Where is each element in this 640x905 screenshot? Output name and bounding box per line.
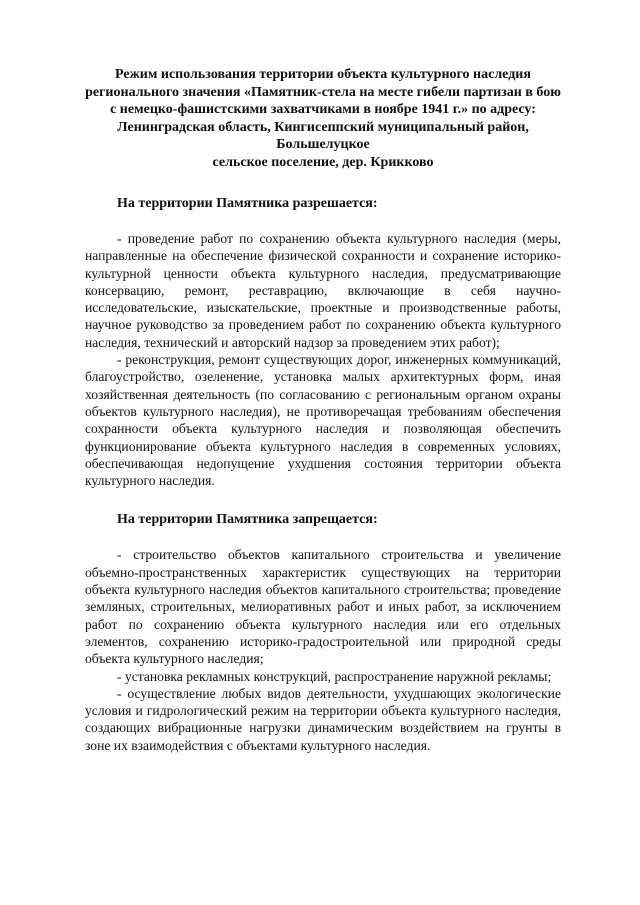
forbidden-section	[85, 511, 561, 754]
forbidden-item: - строительство объектов капитального строительства и увеличение объемно-пространственных характеристик существующих на территории объекта культурного наследия объектов капитального строительства; проведение земляных, строительных, мелиоративных работ и иных работ, за исключением работ по сохранению объекта культурного наследия или его отдельных элементов, сохранению историко-градостроительной или природной среды объекта культурного наследия;	[85, 547, 561, 667]
allowed-item: - проведение работ по сохранению объекта культурного наследия (меры, направленные на обеспечение физической сохранности и сохранение историко-культурной ценности объекта культурного наследия, предусматривающие консервацию, ремонт, реставрацию, включающие в себя научно-исследовательские, изыскательские, проектные и производственные работы, научное руководство за проведением работ по сохранению объекта культурного наследия, технический и авторский надзор за проведением этих работ);	[85, 231, 561, 350]
allowed-item: - реконструкция, ремонт существующих дорог, инженерных коммуникаций, благоустройство, озеленение, установка малых архитектурных форм, иная хозяйственная деятельность (по согласованию с региональным органом охраны объектов культурного наследия), не противоречащая требованиям обеспечения сохранности объекта культурного наследия и позволяющая обеспечить функционирование объекта культурного наследия в современных условиях, обеспечивающая недопущение ухудшения состояния территории объекта культурного наследия.	[85, 352, 561, 489]
allowed-section	[85, 195, 561, 489]
document-title	[85, 66, 561, 171]
allowed-heading: На территории Памятника разрешается:	[117, 196, 378, 211]
title-line: регионального значения «Памятник-стела на месте гибели партизан в бою	[85, 84, 561, 100]
title-line: Ленинградская область, Кингисеппский муниципальный район, Большелуцкое	[117, 119, 529, 152]
forbidden-item: - установка рекламных конструкций, распространение наружной рекламы;	[117, 668, 552, 684]
title-line: с немецко-фашистскими захватчиками в ноябре 1941 г.» по адресу:	[110, 102, 536, 117]
forbidden-item: - осуществление любых видов деятельности, ухудшающих экологические условия и гидрологический режим на территории объекта культурного наследия, создающих вибрационные нагрузки динамическим воздействием на грунты в зоне их взаимодействия с объектами культурного наследия.	[85, 685, 561, 753]
forbidden-heading: На территории Памятника запрещается:	[117, 512, 378, 528]
title-line: сельское поселение, дер. Крикково	[212, 154, 434, 170]
title-line: Режим использования территории объекта культурного наследия	[115, 67, 531, 82]
